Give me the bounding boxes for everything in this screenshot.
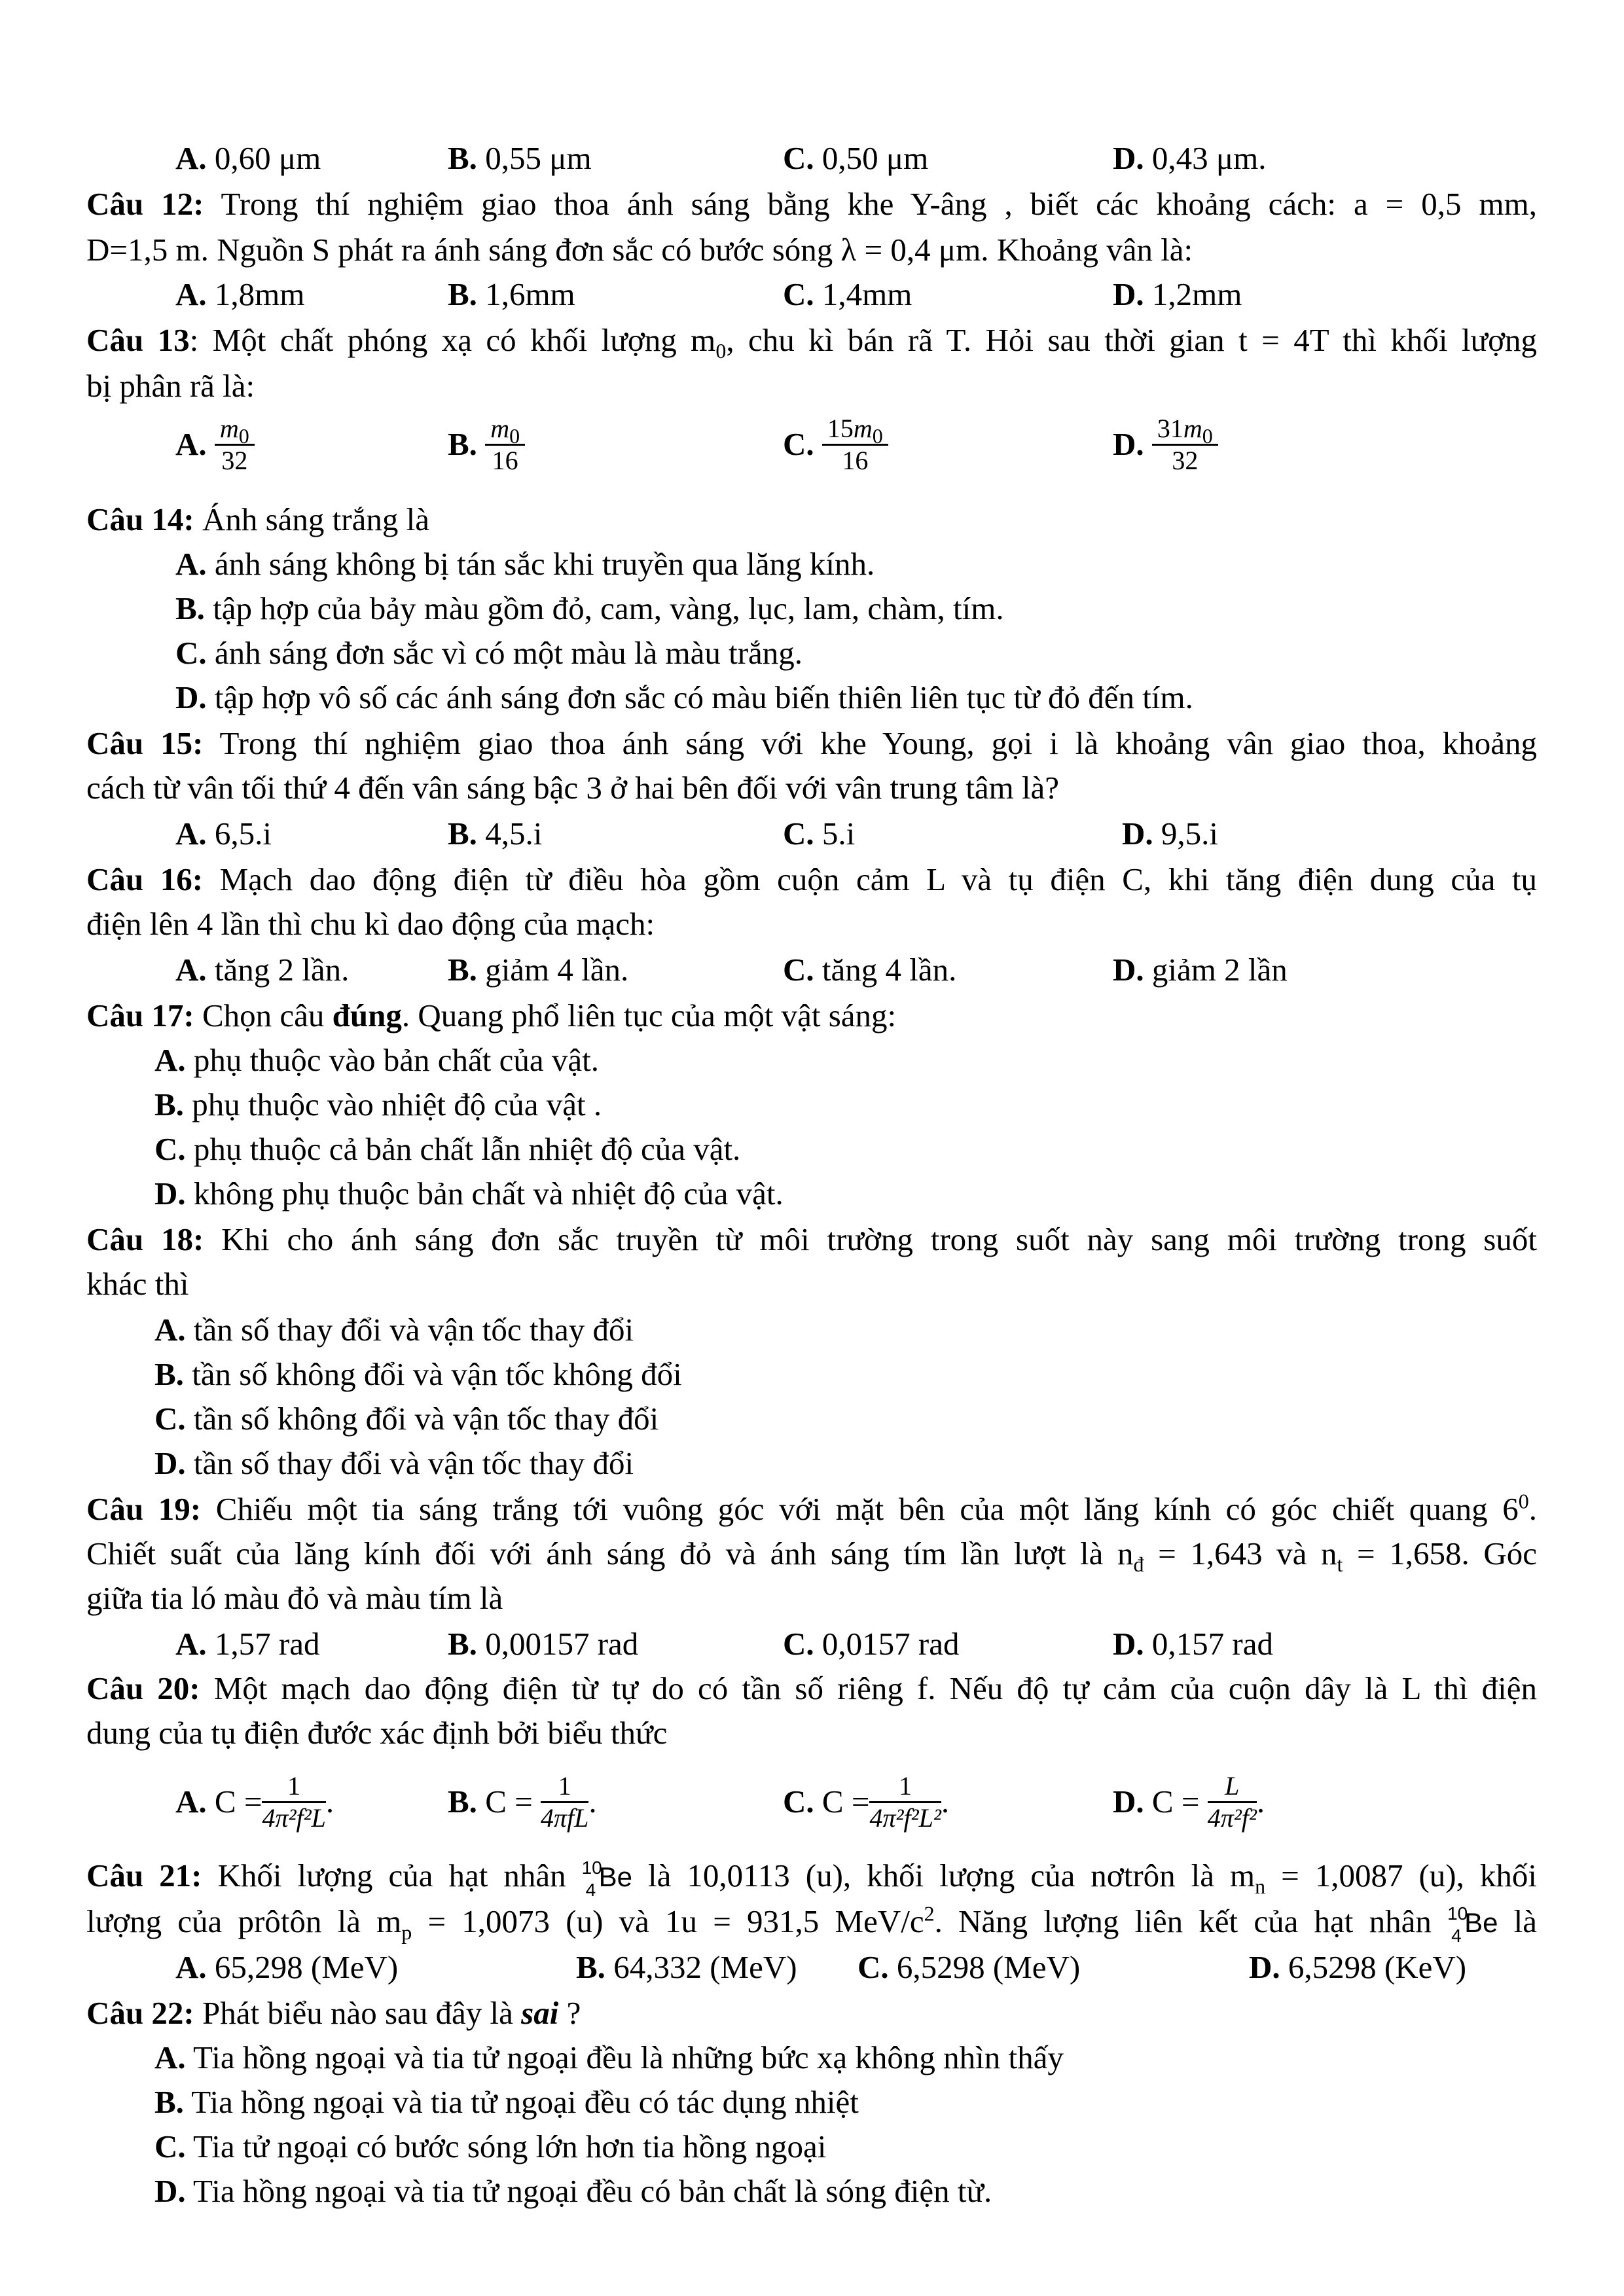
- q16-answer-d: D. giảm 2 lần: [1113, 952, 1288, 988]
- q19-line1: Câu 19: Chiếu một tia sáng trắng tới vuông góc với mặt bên của một lăng kính có góc chiết quang $6^0$.: [86, 1489, 1537, 1527]
- q17-answer-b: B. phụ thuộc vào nhiệt độ của vật .: [154, 1086, 602, 1122]
- q21-answer-d: D. 6,5298 (KeV): [1249, 1949, 1467, 1985]
- q19-line3: giữa tia ló màu đỏ và màu tím là: [86, 1580, 503, 1616]
- q13-answer-b: B. $\frac{m_0}{16}$: [448, 416, 525, 478]
- q12-answer-b: B. 1,6mm: [448, 276, 575, 312]
- q13-line2: bị phân rã là:: [86, 368, 255, 404]
- q13-answer-a: A. $\frac{m_0}{32}$: [175, 416, 255, 478]
- q18-line2: khác thì: [86, 1266, 189, 1302]
- q16-answer-c: C. tăng 4 lần.: [783, 952, 957, 988]
- q17-line1: Câu 17: Chọn câu đúng. Quang phổ liên tục của một vật sáng:: [86, 997, 897, 1033]
- q18-line1: Câu 18: Khi cho ánh sáng đơn sắc truyền từ môi trường trong suốt này sang môi trường trong suốt: [86, 1221, 1537, 1257]
- q21-answer-c: C. 6,5298 (MeV): [857, 1949, 1081, 1985]
- q15-answer-a: A. 6,5.i: [175, 816, 272, 852]
- q22-line1: Câu 22: Phát biểu nào sau đây là sai ?: [86, 1995, 581, 2031]
- q20-answer-b: B. C = $\frac{1}{\text{4πfL}}$ .: [448, 1771, 597, 1833]
- q16-line1: Câu 16: Mạch dao động điện từ điều hòa gồm cuộn cảm L và tụ điện C, khi tăng điện dung của tụ: [86, 861, 1537, 897]
- q14-answer-c: C. ánh sáng đơn sắc vì có một màu là màu trắng.: [175, 635, 803, 671]
- q12-answer-c: C. 1,4mm: [783, 276, 912, 312]
- q19-answer-c: C. 0,0157 rad: [783, 1626, 960, 1662]
- q20-answer-a: A. C = $\frac{1}{\text{4π²f²L}}$ .: [175, 1771, 334, 1833]
- q21-answer-b: B. 64,332 (MeV): [576, 1949, 797, 1985]
- q14-answer-d: D. tập hợp vô số các ánh sáng đơn sắc có màu biến thiên liên tục từ đỏ đến tím.: [175, 679, 1193, 715]
- q20-line2: dung của tụ điện đước xác định bởi biểu thức: [86, 1715, 668, 1751]
- q21-line1: Câu 21: Khối lượng của hạt nhân 10 4 Be là 10,0113 (u), khối lượng của nơtrôn là $m_n = 1,0087$ (u), khối: [86, 1857, 1537, 1900]
- q15-answer-b: B. 4,5.i: [448, 816, 543, 852]
- q18-answer-a: A. tần số thay đổi và vận tốc thay đổi: [154, 1312, 634, 1348]
- q21-answer-a: A. 65,298 (MeV): [175, 1949, 399, 1985]
- q15-line2: cách từ vân tối thứ 4 đến vân sáng bậc 3 ở hai bên đối với vân trung tâm là?: [86, 770, 1060, 806]
- q18-answer-c: C. tần số không đổi và vận tốc thay đổi: [154, 1401, 659, 1437]
- q12-line2: D=1,5 m. Nguồn S phát ra ánh sáng đơn sắc có bước sóng λ = 0,4 μm. Khoảng vân là:: [86, 232, 1193, 268]
- q22-answer-c: C. Tia tử ngoại có bước sóng lớn hơn tia hồng ngoại: [154, 2128, 827, 2164]
- q17-answer-d: D. không phụ thuộc bản chất và nhiệt độ của vật.: [154, 1175, 784, 1211]
- q13-answer-c: C. $\frac{15m_0}{16}$: [783, 416, 888, 478]
- q22-answer-a: A. Tia hồng ngoại và tia tử ngoại đều là những bức xạ không nhìn thấy: [154, 2039, 1064, 2075]
- q17-answer-a: A. phụ thuộc vào bản chất của vật.: [154, 1042, 599, 1078]
- q21-line2: lượng của prôtôn là $m_p = 1,0073$ (u) và 1u = 931,5 MeV/$c^2$. Năng lượng liên kết của hạt nhân 10 4 Be là: [86, 1901, 1537, 1946]
- q14-answer-b: B. tập hợp của bảy màu gồm đỏ, cam, vàng, lục, lam, chàm, tím.: [175, 590, 1004, 626]
- q11-answer-d: D. 0,43 μm.: [1113, 140, 1267, 176]
- q22-answer-b: B. Tia hồng ngoại và tia tử ngoại đều có tác dụng nhiệt: [154, 2084, 859, 2120]
- q20-answer-c: C. C = $\frac{1}{\text{4π²f²L²}}$ .: [783, 1771, 950, 1833]
- q12-line1: Câu 12: Trong thí nghiệm giao thoa ánh sáng bằng khe Y-âng , biết các khoảng cách: a = 0,5 mm,: [86, 186, 1537, 222]
- q19-answer-d: D. 0,157 rad: [1113, 1626, 1273, 1662]
- nucleus-be10: 10 4 Be: [581, 1857, 632, 1900]
- q13-line1: Câu 13: Một chất phóng xạ có khối lượng $m_0$, chu kì bán rã T. Hỏi sau thời gian t = 4T thì khối lượng: [86, 322, 1538, 363]
- q13-answer-d: D. $\frac{31m_0}{32}$: [1113, 416, 1218, 478]
- q17-answer-c: C. phụ thuộc cả bản chất lẫn nhiệt độ của vật.: [154, 1131, 741, 1167]
- q19-answer-b: B. 0,00157 rad: [448, 1626, 639, 1662]
- q11-answer-b: B. 0,55 μm: [448, 140, 592, 176]
- q19-answer-a: A. 1,57 rad: [175, 1626, 320, 1662]
- nucleus-be10: 10 4 Be: [1447, 1903, 1498, 1946]
- q20-answer-d: D. C = $\frac{L}{\text{4π²f²}}$ .: [1113, 1771, 1265, 1833]
- q18-answer-d: D. tần số thay đổi và vận tốc thay đổi: [154, 1445, 634, 1481]
- q18-answer-b: B. tần số không đổi và vận tốc không đổi: [154, 1356, 682, 1392]
- q19-line2: Chiết suất của lăng kính đối với ánh sáng đỏ và ánh sáng tím lần lượt là $n_đ = 1,643$ và $n_t = 1,658$. Góc: [86, 1535, 1537, 1576]
- q15-answer-c: C. 5.i: [783, 816, 856, 852]
- q14-answer-a: A. ánh sáng không bị tán sắc khi truyền qua lăng kính.: [175, 546, 875, 582]
- q11-answer-c: C. 0,50 μm: [783, 140, 929, 176]
- q16-answer-a: A. tăng 2 lần.: [175, 952, 350, 988]
- q12-answer-d: D. 1,2mm: [1113, 276, 1242, 312]
- q22-answer-d: D. Tia hồng ngoại và tia tử ngoại đều có bản chất là sóng điện từ.: [154, 2173, 992, 2209]
- q14-line1: Câu 14: Ánh sáng trắng là: [86, 501, 429, 537]
- q20-line1: Câu 20: Một mạch dao động điện từ tự do có tần số riêng f. Nếu độ tự cảm của cuộn dây là L thì điện: [86, 1670, 1537, 1706]
- q15-answer-d: D. 9,5.i: [1122, 816, 1219, 852]
- q11-answer-a: A. 0,60 μm: [175, 140, 321, 176]
- q15-line1: Câu 15: Trong thí nghiệm giao thoa ánh sáng với khe Young, gọi i là khoảng vân giao thoa, khoảng: [86, 725, 1537, 761]
- q16-answer-b: B. giảm 4 lần.: [448, 952, 629, 988]
- q12-answer-a: A. 1,8mm: [175, 276, 305, 312]
- q16-line2: điện lên 4 lần thì chu kì dao động của mạch:: [86, 906, 655, 942]
